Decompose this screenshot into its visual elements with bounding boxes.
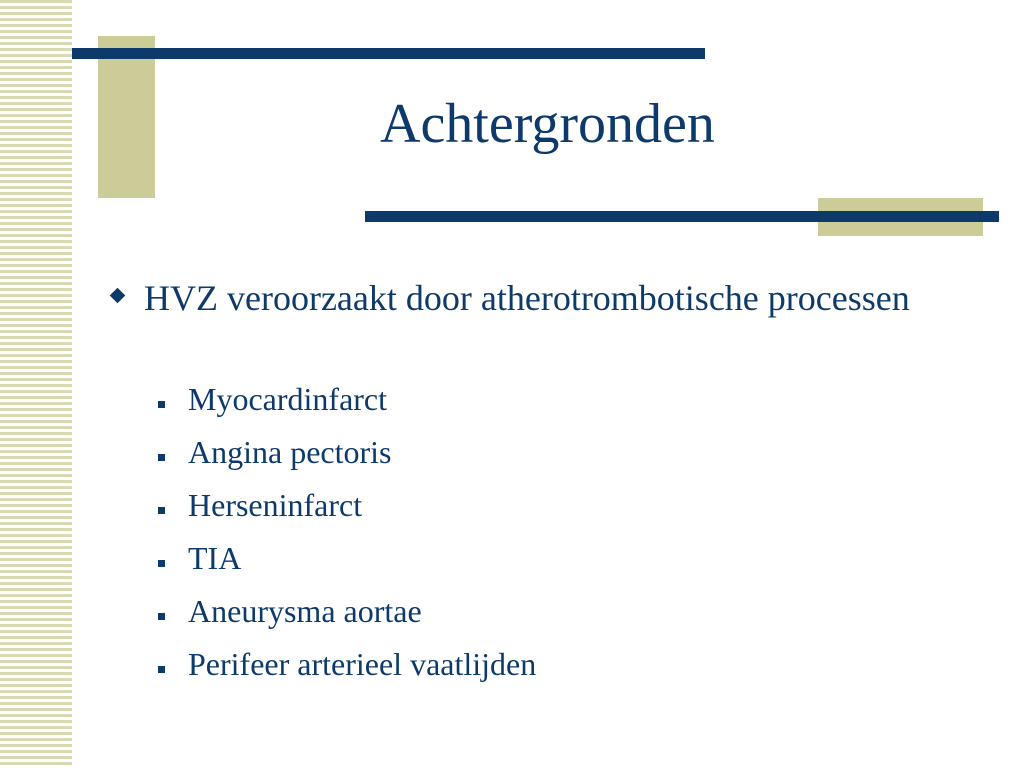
sub-bullet-item bbox=[156, 539, 536, 592]
sub-bullet-text: Perifeer arterieel vaatlijden bbox=[188, 646, 537, 682]
sub-bullet-item bbox=[156, 645, 536, 698]
sub-bullet-text: TIA bbox=[188, 540, 242, 576]
sub-bullet-text: Herseninfarct bbox=[188, 487, 363, 523]
square-bullet-icon bbox=[158, 507, 165, 514]
sub-bullet-text: Angina pectoris bbox=[188, 434, 392, 470]
left-stripe-decoration bbox=[0, 0, 72, 768]
square-bullet-icon bbox=[158, 454, 165, 461]
diamond-bullet-icon bbox=[110, 288, 126, 304]
sub-bullet-list bbox=[156, 380, 536, 698]
title-bottom-rule bbox=[365, 211, 999, 222]
slide-title: Achtergronden bbox=[380, 93, 715, 155]
square-bullet-icon bbox=[158, 401, 165, 408]
sub-bullet-item bbox=[156, 486, 536, 539]
sub-bullet-text: Myocardinfarct bbox=[188, 381, 388, 417]
title-top-rule bbox=[72, 48, 705, 59]
square-bullet-icon bbox=[158, 560, 165, 567]
sub-bullet-text: Aneurysma aortae bbox=[188, 593, 422, 629]
sub-bullet-item bbox=[156, 380, 536, 433]
tan-decoration-block-top bbox=[98, 36, 155, 198]
sub-bullet-item bbox=[156, 433, 536, 486]
square-bullet-icon bbox=[158, 613, 165, 620]
square-bullet-icon bbox=[158, 666, 165, 673]
main-bullet-item bbox=[108, 276, 988, 320]
sub-bullet-item bbox=[156, 592, 536, 645]
main-bullet-text: HVZ veroorzaakt door atherotrombotische processen bbox=[144, 278, 910, 318]
